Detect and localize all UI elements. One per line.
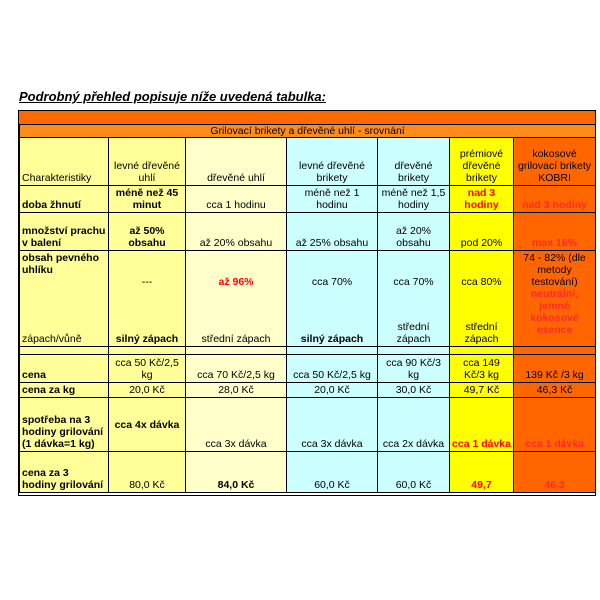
cell: cca 50 Kč/2,5 kg — [287, 355, 378, 383]
row-label: cena — [20, 355, 109, 383]
cell: cca 1 hodinu — [186, 186, 287, 213]
row-label: cena za kg — [20, 383, 109, 398]
cell: 80,0 Kč — [109, 452, 186, 493]
cell: pod 20% — [450, 213, 514, 251]
page-heading: Podrobný přehled popisuje níže uvedená tabulka: — [19, 89, 326, 104]
spacer-cell — [450, 347, 514, 355]
cell: 60,0 Kč — [378, 452, 450, 493]
cell: cca 4x dávka — [109, 398, 186, 452]
spacer-cell — [514, 347, 596, 355]
cell: nad 3 hodiny — [514, 186, 596, 213]
cell: cca 3x dávka — [186, 398, 287, 452]
cell: 20,0 Kč — [109, 383, 186, 398]
cell — [378, 251, 450, 347]
cell: max 16% — [514, 213, 596, 251]
spacer-cell — [20, 347, 109, 355]
cell: 46,3 — [514, 452, 596, 493]
cell: až 20% obsahu — [186, 213, 287, 251]
header-col-1: levné dřevěné uhlí — [109, 138, 186, 186]
cell: 30,0 Kč — [378, 383, 450, 398]
cell-value: 74 - 82% (dle metody testování) — [523, 252, 586, 288]
spacer-cell — [109, 347, 186, 355]
cell: 28,0 Kč — [186, 383, 287, 398]
cell: cca 70 Kč/2,5 kg — [186, 355, 287, 383]
row-spacer — [20, 347, 596, 355]
spacer-cell — [378, 347, 450, 355]
header-col-5: prémiové dřevěné brikety — [450, 138, 514, 186]
row-label: množství prachu v balení — [20, 213, 109, 251]
cell — [186, 251, 287, 347]
cell: cca 3x dávka — [287, 398, 378, 452]
cell-value: až 96% — [218, 276, 254, 288]
cell-value: cca 70% — [393, 276, 434, 288]
cell — [514, 251, 596, 347]
cell-value: cca 80% — [461, 276, 502, 288]
cell: méně než 45 minut — [109, 186, 186, 213]
row-spotreba — [20, 398, 596, 452]
cell: 139 Kč /3 kg — [514, 355, 596, 383]
row-label: doba žhnutí — [20, 186, 109, 213]
cell: nad 3 hodiny — [450, 186, 514, 213]
cell-value: silný zápach — [115, 333, 179, 345]
cell: cca 50 Kč/2,5 kg — [109, 355, 186, 383]
header-col-2: dřevěné uhlí — [186, 138, 287, 186]
cell-value: střední zápach — [464, 321, 499, 345]
row-label — [20, 251, 109, 347]
cell: 49,7 Kč — [450, 383, 514, 398]
cell — [450, 251, 514, 347]
header-col-4: dřevěné brikety — [378, 138, 450, 186]
cell: cca 1 dávka — [450, 398, 514, 452]
row-label: cena za 3 hodiny grilování — [20, 452, 109, 493]
row-zhnuti — [20, 186, 596, 213]
row-cena-3h — [20, 452, 596, 493]
row-uhlik — [20, 251, 596, 347]
cell: 84,0 Kč — [186, 452, 287, 493]
spacer-cell — [186, 347, 287, 355]
row-label: spotřeba na 3 hodiny grilování (1 dávka=1 kg) — [20, 398, 109, 452]
cell — [109, 251, 186, 347]
cell: méně než 1 hodinu — [287, 186, 378, 213]
comparison-table-frame — [18, 110, 596, 496]
table-title-row — [20, 125, 596, 138]
cell: cca 2x dávka — [378, 398, 450, 452]
cell: 49,7 — [450, 452, 514, 493]
cell: až 20% obsahu — [378, 213, 450, 251]
cell: 46,3 Kč — [514, 383, 596, 398]
cell-value: --- — [141, 276, 153, 288]
cell: cca 149 Kč/3 kg — [450, 355, 514, 383]
cell — [287, 251, 378, 347]
header-label: Charakteristiky — [20, 138, 109, 186]
cell: až 25% obsahu — [287, 213, 378, 251]
cell-value: silný zápach — [300, 333, 364, 345]
cell: cca 90 Kč/3 kg — [378, 355, 450, 383]
cell: 20,0 Kč — [287, 383, 378, 398]
header-col-3: levné dřevěné brikety — [287, 138, 378, 186]
cell: cca 1 dávka — [514, 398, 596, 452]
cell-value: neutrální, jemné kokosové esence — [530, 288, 579, 336]
row-label-zapach: zápach/vůně — [22, 333, 82, 345]
cell: méně než 1,5 hodiny — [378, 186, 450, 213]
header-col-6: kokosové grilovací brikety KOBRI — [514, 138, 596, 186]
row-prach — [20, 213, 596, 251]
row-cena — [20, 355, 596, 383]
cell: 60,0 Kč — [287, 452, 378, 493]
cell-value: cca 70% — [311, 276, 353, 288]
comparison-table — [19, 124, 596, 493]
cell-value: střední zápach — [201, 333, 271, 345]
header-row — [20, 138, 596, 186]
table-title: Grilovací brikety a dřevěné uhlí - srovnání — [20, 125, 596, 138]
cell-value: střední zápach — [396, 321, 431, 345]
cell: až 50% obsahu — [109, 213, 186, 251]
row-cena-kg — [20, 383, 596, 398]
spacer-cell — [287, 347, 378, 355]
row-label-uhlik: obsah pevného uhlíku — [22, 252, 100, 276]
title-bar — [19, 111, 595, 124]
